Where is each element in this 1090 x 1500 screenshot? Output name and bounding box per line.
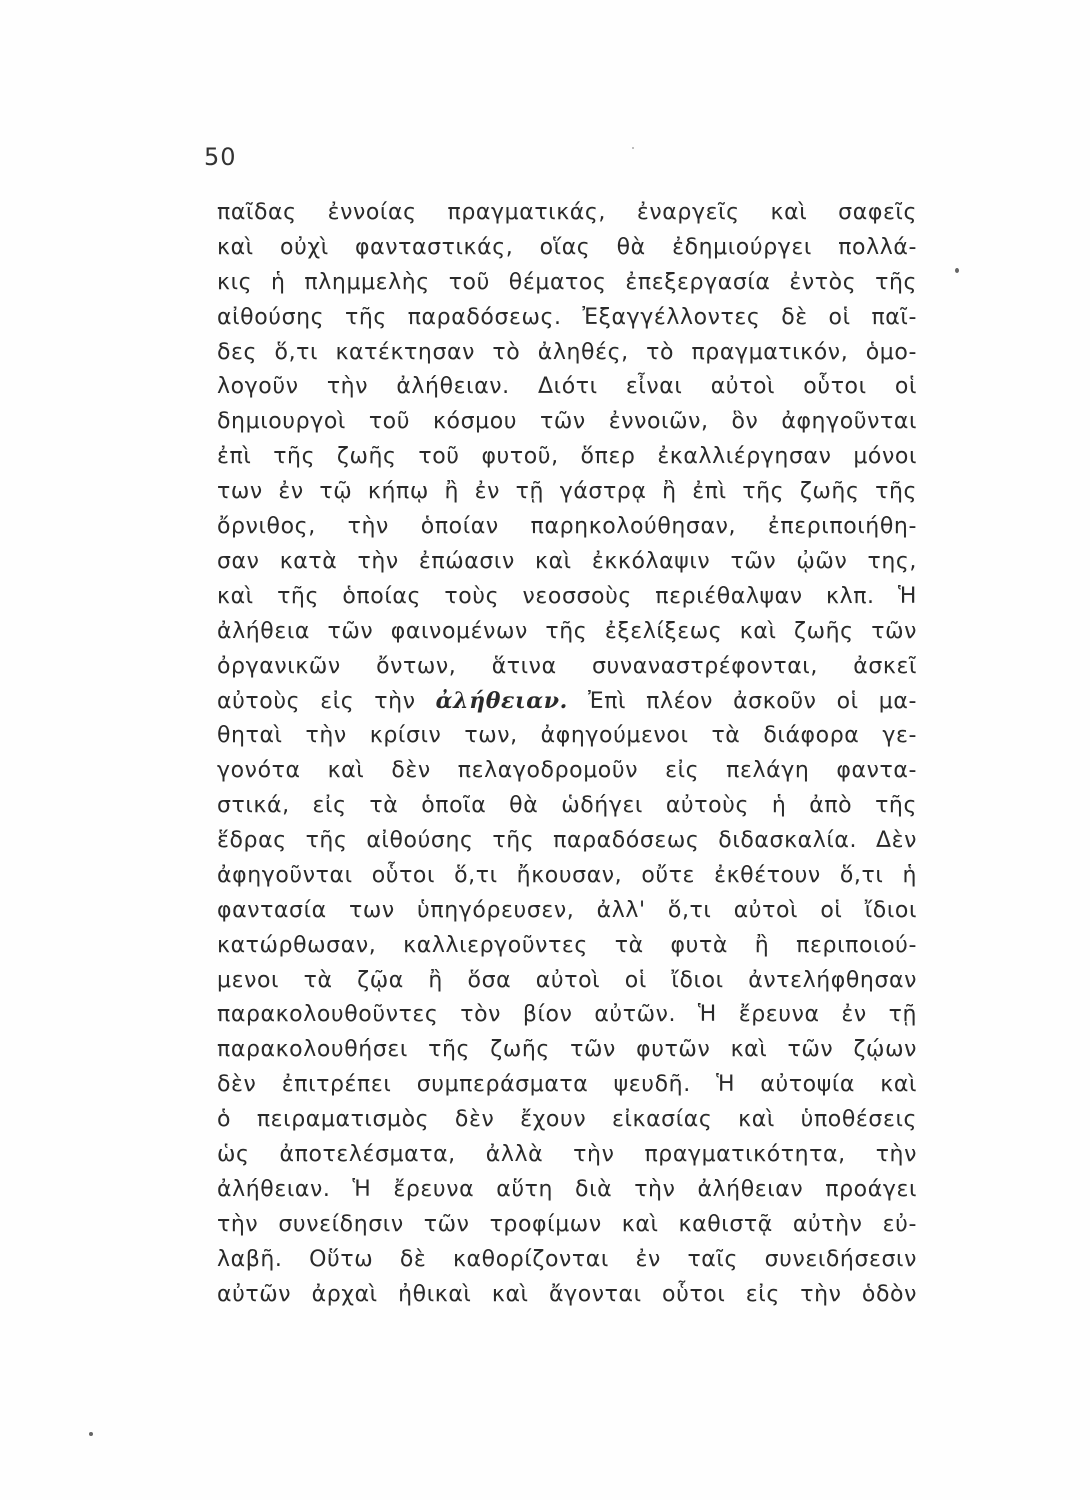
text-line-segment: ὁ πειραματισμὸς δὲν ἔχουν εἰκασίας καὶ ὑποθέσεις <box>217 1107 917 1133</box>
text-line <box>217 824 917 859</box>
text-line-segment: παῖδας ἐννοίας πραγματικάς, ἐναργεῖς καὶ σαφεῖς <box>217 200 917 225</box>
text-line <box>217 266 917 301</box>
text-line <box>217 405 917 440</box>
text-line-segment: αἰθούσης τῆς παραδόσεως. Ἐξαγγέλλοντες δὲ οἱ παῖ- <box>217 304 917 330</box>
scan-speck <box>955 268 959 273</box>
text-line-segment: ὄρνιθος, τὴν ὁποίαν παρηκολούθησαν, ἐπεριποιήθη- <box>217 514 917 540</box>
text-line-segment: λαβῆ. Οὕτω δὲ καθορίζονται ἐν ταῖς συνειδήσεσιν <box>217 1246 917 1272</box>
text-line <box>217 789 917 824</box>
text-line <box>217 859 917 894</box>
text-line <box>217 719 917 754</box>
text-line-segment: κις ἡ πλημμελὴς τοῦ θέματος ἐπεξεργασία ἐντὸς τῆς <box>217 269 917 295</box>
text-line-segment: δημιουργοὶ τοῦ κόσμου τῶν ἐννοιῶν, ὃν ἀφηγοῦνται <box>217 409 917 435</box>
text-line-segment: κατώρθωσαν, καλλιεργοῦντες τὰ φυτὰ ἢ περιποιού- <box>217 932 917 958</box>
text-line-segment: θηταὶ τὴν κρίσιν των, ἀφηγούμενοι τὰ διάφορα γε- <box>217 723 917 749</box>
text-line <box>217 196 917 231</box>
text-line-segment: σαν κατὰ τὴν ἐπώασιν καὶ ἐκκόλαψιν τῶν ᾠῶν της, <box>217 548 917 574</box>
emphasized-word: ἀλήθειαν. <box>435 688 568 715</box>
text-line <box>217 1173 917 1208</box>
text-line-segment: παρακολουθήσει τῆς ζωῆς τῶν φυτῶν καὶ τῶν ζῴων <box>217 1037 917 1063</box>
text-line-segment: αὐτοὺς εἰς τὴν <box>217 689 436 715</box>
text-line-segment: ἀφηγοῦνται οὗτοι ὅ,τι ἤκουσαν, οὔτε ἐκθέτουν ὅ,τι ἡ <box>217 862 917 888</box>
text-line-segment: καὶ τῆς ὁποίας τοὺς νεοσσοὺς περιέθαλψαν κλπ. Ἡ <box>217 583 917 609</box>
text-line <box>217 440 917 475</box>
text-line-segment: στικά, εἰς τὰ ὁποῖα θὰ ὡδήγει αὐτοὺς ἡ ἀπὸ τῆς <box>217 793 917 819</box>
text-line-segment: των ἐν τῷ κήπῳ ἢ ἐν τῇ γάστρᾳ ἢ ἐπὶ τῆς ζωῆς τῆς <box>217 479 917 505</box>
text-line-segment: ἐπὶ τῆς ζωῆς τοῦ φυτοῦ, ὅπερ ἐκαλλιέργησαν μόνοι <box>217 444 917 470</box>
text-line-segment: Ἐπὶ πλέον ἀσκοῦν οἱ μα- <box>567 689 917 715</box>
text-line <box>217 580 917 615</box>
text-line-segment: φαντασία των ὑπηγόρευσεν, ἀλλ' ὅ,τι αὐτοὶ οἱ ἴδιοι <box>217 897 917 923</box>
scan-speck <box>632 147 634 149</box>
text-line <box>217 1243 917 1278</box>
text-line <box>217 510 917 545</box>
text-line <box>217 231 917 266</box>
text-line <box>217 650 917 685</box>
text-line <box>217 545 917 580</box>
text-line <box>217 894 917 929</box>
text-line <box>217 615 917 650</box>
text-line <box>217 1103 917 1138</box>
text-line-segment: ὀργανικῶν ὄντων, ἅτινα συναναστρέφονται, ἀσκεῖ <box>217 653 917 679</box>
text-line-segment: αὐτῶν ἀρχαὶ ἠθικαὶ καὶ ἄγονται οὗτοι εἰς τὴν ὁδὸν <box>217 1281 917 1307</box>
page-number: 50 <box>204 143 237 171</box>
text-line <box>217 1208 917 1243</box>
text-line <box>217 475 917 510</box>
text-line <box>217 684 917 719</box>
text-line <box>217 998 917 1033</box>
text-line-segment: ἀλήθεια τῶν φαινομένων τῆς ἐξελίξεως καὶ ζωῆς τῶν <box>217 618 917 644</box>
text-line-segment: λογοῦν τὴν ἀλήθειαν. Διότι εἶναι αὐτοὶ οὗτοι οἱ <box>217 374 917 400</box>
text-line <box>217 301 917 336</box>
text-line <box>217 1068 917 1103</box>
text-line <box>217 929 917 964</box>
text-line-segment: τὴν συνείδησιν τῶν τροφίμων καὶ καθιστᾷ αὐτὴν εὐ- <box>217 1211 917 1237</box>
text-line-segment: ἕδρας τῆς αἰθούσης τῆς παραδόσεως διδασκαλία. Δὲν <box>217 828 917 854</box>
text-line-segment: ἀλήθειαν. Ἡ ἔρευνα αὕτη διὰ τὴν ἀλήθειαν προάγει <box>217 1176 917 1202</box>
text-line-segment: ὡς ἀποτελέσματα, ἀλλὰ τὴν πραγματικότητα, τὴν <box>217 1142 917 1168</box>
text-line-segment: δὲν ἐπιτρέπει συμπεράσματα ψευδῆ. Ἡ αὐτοψία καὶ <box>217 1072 917 1098</box>
text-line-segment: μενοι τὰ ζῷα ἢ ὅσα αὐτοὶ οἱ ἴδιοι ἀντελήφθησαν <box>217 967 917 993</box>
text-line-segment: δες ὅ,τι κατέκτησαν τὸ ἀληθές, τὸ πραγματικόν, ὁμο- <box>217 339 917 365</box>
text-line <box>217 336 917 371</box>
body-text <box>217 196 917 1313</box>
text-line <box>217 370 917 405</box>
scan-speck <box>89 1432 93 1436</box>
text-line <box>217 1033 917 1068</box>
text-line-segment: καὶ οὐχὶ φανταστικάς, οἵας θὰ ἐδημιούργει πολλά- <box>217 234 917 260</box>
text-line-segment: παρακολουθοῦντες τὸν βίον αὐτῶν. Ἡ ἔρευνα ἐν τῇ <box>217 1002 917 1028</box>
text-line <box>217 1278 917 1313</box>
text-line-segment: γονότα καὶ δὲν πελαγοδρομοῦν εἰς πελάγη φαντα- <box>217 758 917 784</box>
text-line <box>217 1138 917 1173</box>
text-line <box>217 754 917 789</box>
text-line <box>217 964 917 999</box>
